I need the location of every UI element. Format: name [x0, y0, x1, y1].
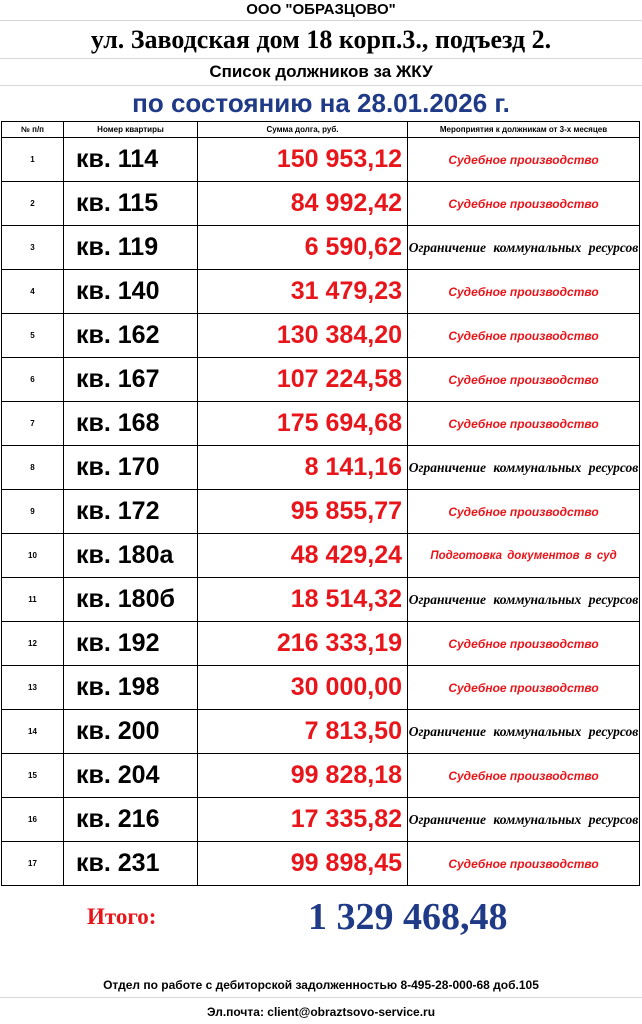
debt-amount: 6 590,62: [198, 226, 408, 270]
footer-department-contact: Отдел по работе с дебиторской задолженностью 8-495-28-000-68 доб.105: [103, 978, 539, 992]
apartment-number: кв. 200: [64, 710, 198, 754]
apartment-number: кв. 180а: [64, 534, 198, 578]
table-row: [2, 446, 640, 490]
debt-amount: 99 828,18: [198, 754, 408, 798]
debt-action: Судебное производство: [408, 270, 640, 314]
debt-amount: 150 953,12: [198, 138, 408, 182]
debt-action: Судебное производство: [408, 314, 640, 358]
debt-amount: 7 813,50: [198, 710, 408, 754]
row-number: 12: [2, 622, 64, 666]
row-number: 5: [2, 314, 64, 358]
apartment-number: кв. 231: [64, 842, 198, 886]
debt-action: Ограничение коммунальных ресурсов: [408, 578, 640, 622]
table-row: [2, 138, 640, 182]
apartment-number: кв. 162: [64, 314, 198, 358]
apartment-number: кв. 140: [64, 270, 198, 314]
row-number: 8: [2, 446, 64, 490]
table-row: [2, 710, 640, 754]
row-number: 13: [2, 666, 64, 710]
column-header-actions: Мероприятия к должникам от 3-х месяцев: [408, 122, 640, 138]
column-header-apartment: Номер квартиры: [64, 122, 198, 138]
debt-action: Подготовка документов в суд: [408, 534, 640, 578]
debt-action: Судебное производство: [408, 138, 640, 182]
row-number: 10: [2, 534, 64, 578]
row-number: 1: [2, 138, 64, 182]
apartment-number: кв. 170: [64, 446, 198, 490]
row-number: 11: [2, 578, 64, 622]
debt-amount: 107 224,58: [198, 358, 408, 402]
row-number: 9: [2, 490, 64, 534]
row-number: 16: [2, 798, 64, 842]
debt-amount: 99 898,45: [198, 842, 408, 886]
table-header-row: [2, 122, 640, 138]
total-value: 1 329 468,48: [308, 896, 508, 938]
apartment-number: кв. 180б: [64, 578, 198, 622]
debt-action: Судебное производство: [408, 182, 640, 226]
apartment-number: кв. 115: [64, 182, 198, 226]
debt-action: Судебное производство: [408, 402, 640, 446]
debt-action: Судебное производство: [408, 666, 640, 710]
apartment-number: кв. 114: [64, 138, 198, 182]
apartment-number: кв. 198: [64, 666, 198, 710]
debt-action: Ограничение коммунальных ресурсов: [408, 710, 640, 754]
row-number: 14: [2, 710, 64, 754]
debt-amount: 95 855,77: [198, 490, 408, 534]
table-row: [2, 182, 640, 226]
row-number: 2: [2, 182, 64, 226]
separator: [0, 58, 642, 59]
table-row: [2, 578, 640, 622]
debt-amount: 18 514,32: [198, 578, 408, 622]
table-row: [2, 314, 640, 358]
as-of-date: по состоянию на 28.01.2026 г.: [132, 88, 510, 118]
table-row: [2, 226, 640, 270]
apartment-number: кв. 192: [64, 622, 198, 666]
table-row: [2, 798, 640, 842]
debt-amount: 84 992,42: [198, 182, 408, 226]
debt-amount: 31 479,23: [198, 270, 408, 314]
row-number: 17: [2, 842, 64, 886]
table-row: [2, 842, 640, 886]
table-row: [2, 402, 640, 446]
table-row: [2, 622, 640, 666]
table-row: [2, 490, 640, 534]
column-header-number: № п/п: [2, 122, 64, 138]
apartment-number: кв. 216: [64, 798, 198, 842]
row-number: 6: [2, 358, 64, 402]
company-name: ООО "ОБРАЗЦОВО": [246, 1, 396, 18]
debt-action: Судебное производство: [408, 358, 640, 402]
row-number: 7: [2, 402, 64, 446]
debt-amount: 17 335,82: [198, 798, 408, 842]
separator: [0, 997, 642, 998]
debt-action: Судебное производство: [408, 842, 640, 886]
apartment-number: кв. 168: [64, 402, 198, 446]
debt-amount: 30 000,00: [198, 666, 408, 710]
debt-amount: 216 333,19: [198, 622, 408, 666]
table-row: [2, 358, 640, 402]
separator: [0, 20, 642, 21]
debt-amount: 130 384,20: [198, 314, 408, 358]
column-header-amount: Сумма долга, руб.: [198, 122, 408, 138]
table-row: [2, 666, 640, 710]
apartment-number: кв. 172: [64, 490, 198, 534]
debt-action: Ограничение коммунальных ресурсов: [408, 446, 640, 490]
debt-action: Судебное производство: [408, 754, 640, 798]
table-row: [2, 754, 640, 798]
debt-amount: 48 429,24: [198, 534, 408, 578]
debt-action: Ограничение коммунальных ресурсов: [408, 226, 640, 270]
debt-action: Судебное производство: [408, 490, 640, 534]
table-row: [2, 534, 640, 578]
debt-action: Судебное производство: [408, 622, 640, 666]
debt-amount: 8 141,16: [198, 446, 408, 490]
debt-amount: 175 694,68: [198, 402, 408, 446]
apartment-number: кв. 167: [64, 358, 198, 402]
row-number: 15: [2, 754, 64, 798]
row-number: 4: [2, 270, 64, 314]
footer-email: Эл.почта: client@obraztsovo-service.ru: [206, 1005, 436, 1019]
apartment-number: кв. 204: [64, 754, 198, 798]
apartment-number: кв. 119: [64, 226, 198, 270]
list-title: Список должников за ЖКУ: [209, 62, 433, 81]
row-number: 3: [2, 226, 64, 270]
total-label: Итого:: [87, 904, 157, 929]
table-row: [2, 270, 640, 314]
building-address: ул. Заводская дом 18 корп.3., подъезд 2.: [90, 25, 552, 54]
debt-action: Ограничение коммунальных ресурсов: [408, 798, 640, 842]
debtors-table: [1, 121, 640, 886]
